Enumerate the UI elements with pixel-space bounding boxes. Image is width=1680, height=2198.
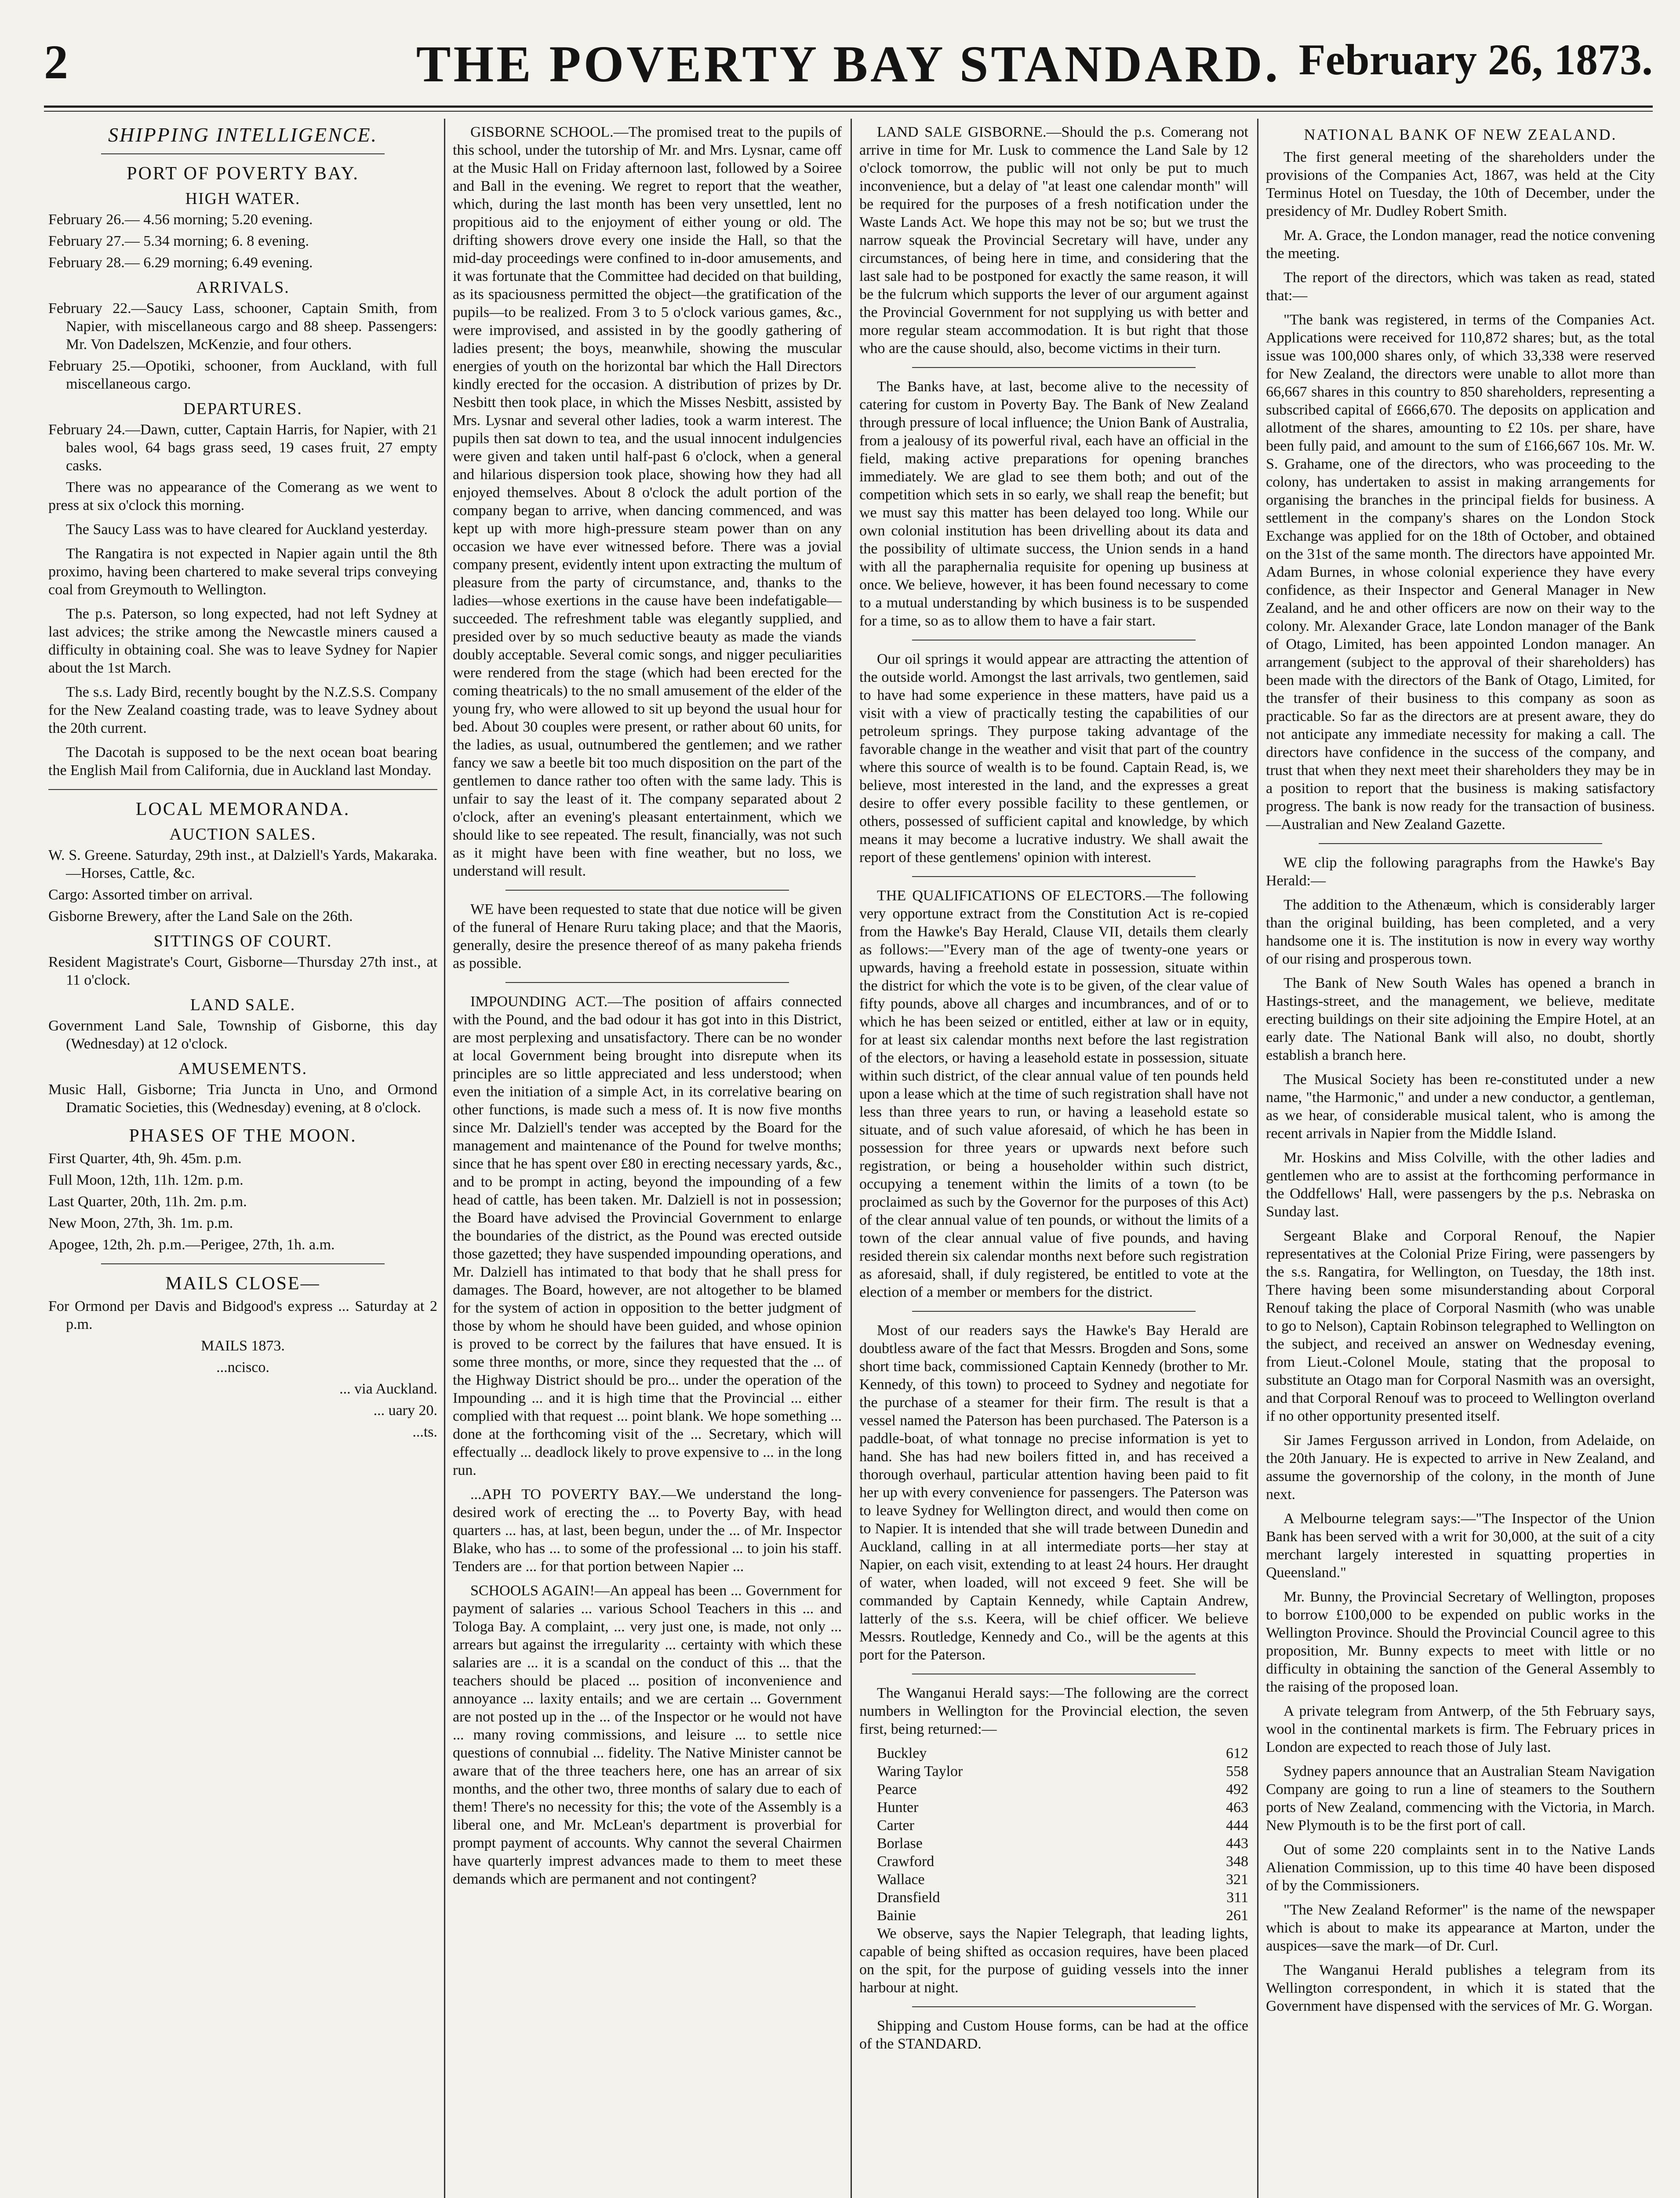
column-3: [859, 123, 1248, 2198]
moon-list: [48, 1150, 437, 1254]
list-item: February 27.— 5.34 morning; 6. 8 evening.: [48, 233, 309, 249]
auction-list: [48, 846, 437, 925]
list-item: Music Hall, Gisborne; Tria Juncta in Uno, and Ormond Dramatic Societies, this (Wednesday) evening, at 8 o'clock.: [48, 1081, 437, 1116]
column-4: [1266, 123, 1655, 2198]
high-water-heading: HIGH WATER.: [185, 189, 301, 208]
article-oil-springs: Our oil springs it would appear are attracting the attention of the outside world. Amongst the last arrivals, two gentlemen, said to have had some experience in these matters, have paid us a visit with a view of practically testing the capabilities of our petroleum springs. They purpose taking advantage of the favorable change in the weather and visit that part of the country where this source of wealth is to be found. Captain Read, is, we believe, most interested in the land, and the expresses a great desire to offer every possible facility to these gentlemen, or others, possessed of sufficient capital and knowledge, by which means it may become a lucrative industry. We shall await the report of these gentlemens' opinion with interest.: [859, 651, 1248, 866]
sittings-list: [48, 953, 437, 989]
national-bank-heading: NATIONAL BANK OF NEW ZEALAND.: [1304, 126, 1617, 143]
masthead-rule: [44, 106, 1653, 108]
list-item: Full Moon, 12th, 11h. 12m. p.m.: [48, 1172, 244, 1188]
land-sale-list: [48, 1017, 437, 1053]
table-row: Dransfield 311: [877, 1889, 1248, 1906]
shipping-note: The p.s. Paterson, so long expected, had not left Sydney at last advices; the strike among the Newcastle miners caused a difficulty in obtaining coal. She was to leave Sydney for Napier about the 1st March.: [48, 606, 437, 676]
article-electors: THE QUALIFICATIONS OF ELECTORS.—The following very opportune extract from the Constitution Act is re-copied from the Hawke's Bay Herald, Clause VII, details them clearly as follows:—"Every man of the age of twenty-one years or upwards, having a freehold estate in possession, situate within the district for which the vote is to be given, of the clear value of fifty pounds, above all charges and incumbrances, and of or to which he has been seized or entitled, either at law or in equity, for at least six calendar months next before the last registration of the electors, or having a leasehold estate in possession, situate within such district, of the clear annual value of ten pounds held upon a lease which at the time of such registration shall have not less than three years to run, or having a leasehold estate so situate, and of such value aforesaid, of which he has been in possession for three years or upwards next before such registration, or being a householder within such district, occupying a tenement within the limits of a town (to be proclaimed as such by the Governor for the purposes of this Act) of the clear annual value of ten pounds, or without the limits of a town of the clear annual value of five pounds, and having resided therein six calendar months next before such registration as aforesaid, shall, if duly registered, be entitled to vote at the election of a member or members for the district.: [859, 888, 1248, 1300]
clip-paragraph: Out of some 220 complaints sent in to the Native Lands Alienation Commission, up to this time 40 have been disposed of by the Commissioners.: [1266, 1841, 1655, 1894]
list-item: ...ncisco.: [216, 1359, 269, 1376]
bank-paragraph: The first general meeting of the shareholders under the provisions of the Companies Act, 1867, was held at the City Terminus Hotel on Tuesday, the 10th of December, under the presidency of Mr. Dudley Robert Smith.: [1266, 149, 1655, 219]
article-schools-again: SCHOOLS AGAIN!—An appeal has been ... Government for payment of salaries ... various School Teachers in this ... and Tologa Bay. A complaint, ... very just one, is made, not only ... arrears but against the irregularity ... certainty with which these salaries are ... it is a scandal on the conduct of this ... that the teachers should be placed ... position of inconvenience and annoyance ... laxity entails; and we are certain ... Government are not posted up in the ... of the Inspector or he would not have ... many roving commissions, and leisure ... to settle nice questions of connubial ... fidelity. The Native Minister cannot be aware that of the three teachers here, one has an arrear of six months, and the other two, three months of salary due to each of them! There's no necessity for this; the vote of the Assembly is a liberal one, and Mr. McLean's department is proverbial for prompt payment of accounts. Why cannot the several Chairmen have quarterly imprest advances made to them to meet these demands which are permanent and not contingent?: [453, 1583, 842, 1887]
list-item: ... via Auckland.: [339, 1381, 437, 1397]
clip-paragraph: The addition to the Athenæum, which is considerably larger than the original building, has been completed, and a very handsome one it is. The institution is now in every way worthy of our rising and prosperous town.: [1266, 897, 1655, 967]
list-item: Apogee, 12th, 2h. p.m.—Perigee, 27th, 1h. a.m.: [48, 1237, 335, 1253]
list-item: For Ormond per Davis and Bidgood's express ... Saturday at 2 p.m.: [48, 1298, 437, 1332]
masthead: [44, 21, 1653, 96]
article-funeral-notice: WE have been requested to state that due notice will be given of the funeral of Henare Ruru taking place; and that the Maoris, generally, desire the presence thereof of as many pakeha friends as possible.: [453, 901, 842, 972]
table-row: Buckley 612: [877, 1745, 1248, 1761]
article-napier-telegraph: We observe, says the Napier Telegraph, that leading lights, capable of being shifted as occasion requires, have been placed on the spit, for the purpose of guiding vessels into the inner harbour at night.: [859, 1925, 1248, 1996]
table-row: Wallace 321: [877, 1871, 1248, 1888]
bank-paragraph: Mr. A. Grace, the London manager, read the notice convening the meeting.: [1266, 227, 1655, 262]
clip-paragraph: The Wanganui Herald publishes a telegram from its Wellington correspondent, in which it is stated that the Government have dispensed with the services of Mr. G. Worgan.: [1266, 1962, 1655, 2014]
mails-heading: MAILS CLOSE—: [165, 1274, 320, 1294]
list-item: ... uary 20.: [373, 1402, 437, 1419]
bank-paragraph: "The bank was registered, in terms of the Companies Act. Applications were received for 110,872 shares; but, as the total issue was 100,000 shares only, of which 33,338 were reserved for New Zealand, the directors were unable to allot more than 66,667 shares in this country to 850 shareholders, representing a subscribed capital of £666,670. The deposits on application and allotment of the shares, amounting to £2 10s. per share, have been fully paid, and amount to the sum of £166,667 10s. Mr. W. S. Grahame, one of the directors, who was proceeding to the colony, has undertaken to assist in making arrangements for organising the branches in the principal fields for business. A settlement in the company's shares on the London Stock Exchange was applied for on the 18th of October, and obtained on the 31st of the same month. The directors have appointed Mr. Adam Burnes, in whose colonial experience they have every confidence, as their Inspector and General Manager in New Zealand, and he and other officers are now on their way to the colony. Mr. Alexander Grace, late London manager of the Bank of Otago, Limited, has been appointed London manager. An arrangement (subject to the approval of their shareholders) has been made with the directors of the Bank of Otago, Limited, for the transfer of their business to this company as soon as practicable. So far as the directors are at present aware, they do not anticipate any immediate necessity for making a call. The directors have confidence in the success of the company, and trust that when they next meet their shareholders they may be in a position to report that the business is making satisfactory progress. The bank is now ready for the transaction of business.—Australian and New Zealand Gazette.: [1266, 312, 1655, 833]
clip-paragraph: Sir James Fergusson arrived in London, from Adelaide, on the 20th January. He is expected to arrive in New Zealand, and assume the governorship of the colony, in the month of June next.: [1266, 1432, 1655, 1503]
amusements-list: [48, 1081, 437, 1117]
notice-shipping-forms: Shipping and Custom House forms, can be had at the office of the STANDARD.: [859, 2018, 1248, 2052]
article-steamer-paterson: Most of our readers says the Hawke's Bay Herald are doubtless aware of the fact that Messrs. Brogden and Sons, some short time back, commissioned Captain Kennedy (brother to Mr. Kennedy, of this town) to proceed to Sydney and negotiate for the purchase of a steamer for their firm. The result is that a vessel named the Paterson has been purchased. The Paterson is a paddle-boat, of what tonnage no precise information is yet to hand. She has had new boilers fitted in, and has received a thorough overhaul, particular attention having been paid to fit her up with every convenience for passengers. The Paterson was to leave Sydney for Wellington direct, and would then come on to Napier. It is intended that she will trade between Dunedin and Auckland, calling in at all intermediate ports—her stay at Napier, on each visit, extending to at least 24 hours. Her draught of water, when loaded, will not exceed 9 feet. She will be commanded by Captain Kennedy, while Captain Andrew, latterly of the s.s. Keera, will be chief officer. We believe Messrs. Routledge, Kennedy and Co., will be the agents at this port for the Paterson.: [859, 1322, 1248, 1663]
clip-paragraph: Mr. Bunny, the Provincial Secretary of Wellington, proposes to borrow £100,000 to be expended on public works in the Wellington Province. Should the Provincial Council agree to this proposition, Mr. Bunny expects to meet with little or no difficulty in obtaining the sanction of the General Assembly to the raising of the proposed loan.: [1266, 1589, 1655, 1695]
article-gisborne-school: GISBORNE SCHOOL.—The promised treat to the pupils of this school, under the tutorship of Mr. and Mrs. Lysnar, came off at the Music Hall on Friday afternoon last, followed by a Soiree and Ball in the evening. We regret to report that the weather, which, during the last month has been very unsettled, lent no propitious aid to the enjoyment of either young or old. The drifting showers drove every one inside the Hall, so that the mid-day proceedings were confined to in-door amusements, and it was fortunate that the Committee had decided on that building, as its spaciousness permitted the object—the gratification of the pupils—to be realized. From 3 to 5 o'clock various games, &c., were improvised, and assisted in by the goodly gathering of ladies present; the boys, meanwhile, showing the muscular energies of youth on the horizontal bar which the Hall Directors kindly erected for the occasion. A distribution of prizes by Dr. Nesbitt then took place, in which the Misses Nesbitt, assisted by Mrs. Lysnar and several other ladies, took a warm interest. The pupils then sat down to tea, and the usual innocent indulgencies were given and taken until half-past 6 o'clock, when a general and hilarious dispersion took place, showing how they had all enjoyed themselves. About 8 o'clock the adult portion of the company began to arrive, when dancing commenced, and was kept up with more high-pressure steam power than on any occasion we have ever witnessed before. There was a jovial company present, evidently intent upon extracting the multum of pleasure from the party of circumstance, and, thanks to the ladies—whose exertions in the cause have been indefatigable—succeeded. The refreshment table was elegantly supplied, and presided over by so much seductive beauty as made the viands doubly acceptable. Several comic songs, and nigger peculiarities were rendered from the stage (which had been erected for the coming theatricals) to the no small amusement of the elder of the young fry, who were allowed to sit up beyond the usual hour for bed. About 30 couples were present, or rather about 60 units, for the ladies, as usual, outnumbered the gentlemen; and we rather fancy we saw a beetle bit too much disposition on the part of the gentlemen to dance rather too often with the same lady. This is unfair to say the least of it. The company separated about 2 o'clock, after an evening's pleasant entertainment, which we should like to see repeated. The result, financially, was not such as it might have been with fine weather, but no loss, we understand will result.: [453, 124, 842, 879]
clip-paragraph: A Melbourne telegram says:—"The Inspector of the Union Bank has been served with a writ for 30,000, at the suit of a city merchant largely interested in squatting properties in Queensland.": [1266, 1510, 1655, 1581]
list-item: Cargo: Assorted timber on arrival.: [48, 887, 253, 903]
amusements-heading: AMUSEMENTS.: [178, 1059, 308, 1078]
table-row: Carter 444: [877, 1817, 1248, 1834]
list-item: February 25.—Opotiki, schooner, from Auckland, with full miscellaneous cargo.: [48, 358, 437, 392]
arrivals-heading: ARRIVALS.: [196, 278, 290, 297]
list-item: Resident Magistrate's Court, Gisborne—Thursday 27th inst., at 11 o'clock.: [48, 954, 437, 988]
arrivals-list: [48, 299, 437, 393]
table-row: Borlase 443: [877, 1835, 1248, 1852]
clip-paragraph: The Musical Society has been re-constituted under a new name, "the Harmonic," and under a new conductor, a gentleman, as we hear, of considerable musical talent, who is among the recent arrivals in Napier from the Middle Island.: [1266, 1071, 1655, 1142]
newspaper-title: THE POVERTY BAY STANDARD.: [416, 35, 1281, 93]
column-2: [453, 123, 842, 2198]
article-banks: The Banks have, at last, become alive to the necessity of catering for custom in Poverty Bay. The Bank of New Zealand through pressure of local influence; the Union Bank of Australia, from a jealousy of its powerful rival, each have an official in the field, making active preparations for opening branches immediately. We are glad to see them both; and out of the competition which sets in so early, we shall reap the benefit; but we must say this matter has been delayed too long. While our own colonial institution has been drivelling about its data and the possibility of ultimate success, the Union sends in a hand with all the paraphernalia requisite for opening up business at once. We believe, however, it has been found necessary to come to a mutual understanding by which business is to be suspended for a time, so as to allow them to have a fair start.: [859, 378, 1248, 629]
column-divider: [444, 119, 445, 2198]
table-row: Waring Taylor 558: [877, 1763, 1248, 1780]
list-item: New Moon, 27th, 3h. 1m. p.m.: [48, 1215, 233, 1231]
land-sale-heading: LAND SALE.: [190, 996, 296, 1014]
table-row: Hunter 463: [877, 1799, 1248, 1816]
column-1: [48, 123, 437, 2198]
clip-paragraph: The Bank of New South Wales has opened a branch in Hastings-street, and the management, we believe, meditate erecting buildings on their site adjoining the Empire Hotel, at an early date. The National Bank will also, no doubt, shortly establish a branch here.: [1266, 975, 1655, 1063]
clip-paragraph: "The New Zealand Reformer" is the name of the newspaper which is about to make its appearance at Marton, under the auspices—save the mark—of Dr. Curl.: [1266, 1902, 1655, 1954]
election-table: [859, 1744, 1248, 1925]
sittings-heading: SITTINGS OF COURT.: [153, 932, 332, 950]
list-item: First Quarter, 4th, 9h. 45m. p.m.: [48, 1150, 242, 1167]
list-item: February 22.—Saucy Lass, schooner, Captain Smith, from Napier, with miscellaneous cargo and 88 sheep. Passengers: Mr. Von Dadelszen, McKenzie, and four others.: [48, 300, 437, 353]
article-telegraph: ...APH TO POVERTY BAY.—We understand the long-desired work of erecting the ... to Poverty Bay, with head quarters ... has, at last, been begun, under the ... of Mr. Inspector Blake, who has ... to some of the professional ... to join his staff. Tenders are ... for that portion between Napier ...: [453, 1486, 842, 1575]
divider: [1319, 843, 1602, 844]
divider: [101, 153, 385, 154]
divider: [101, 1263, 385, 1264]
column-divider: [1257, 119, 1258, 2198]
divider: [912, 1311, 1196, 1312]
shipping-note: The Saucy Lass was to have cleared for Auckland yesterday.: [66, 521, 428, 538]
article-impounding-act: IMPOUNDING ACT.—The position of affairs connected with the Pound, and the bad odour it has got into in this District, are most perplexing and unsatisfactory. There can be no wonder at local Government being brought into disrepute when its principles are so little appreciated and less understood; when even the initiation of a simple Act, in its correlative bearing on other functions, is made such a mess of. It is now five months since Mr. Dalziell's tender was accepted by the Board for the management and maintenance of the Pound for twelve months; since that he has spent over £80 in erecting necessary yards, &c., and to be prompt in acting, beyond the impounding of a few head of cattle, has been taken. Mr. Dalziell is not in possession; the Board have advised the Provincial Government to enlarge the boundaries of the district, as the Pound was erected outside those gazetted; they have suspended impounding operations, and Mr. Dalziell has intimated to that body that he shall press for damages. The Board, however, are not altogether to be blamed for the system of action in opposition to the better judgment of those by whom he should have been guided, and whose opinion is proved to be correct by the failures that have ensued. It is some three months, or more, since they requested that the ... of the Highway District should be pro... under the operation of the Impounding ... and it is high time that the Provincial ... either complied with that request ... point blank. We hope something ... done at the forthcoming visit of the ... Secretary, which will effectually ... deadlock likely to prove expensive to ... in the long run.: [453, 993, 842, 1478]
article-land-sale: LAND SALE GISBORNE.—Should the p.s. Comerang not arrive in time for Mr. Lusk to commence the Land Sale by 12 o'clock tomorrow, the public will not only be put to much inconvenience, but a delay of "at least one calendar month" will be required for the purposes of a fresh notification under the Waste Lands Act. We hope this may not be so; but we trust the narrow squeak the Provincial Secretary will have, under any circumstances, of being here in time, and considering that the last sale had to be postponed for exactly the same reason, it will be the fulcrum which supports the lever of our argument against the Provincial Government for not supplying us with better and more regular steam accommodation. It is but right that those who are the cause should, also, become victims in their turn.: [859, 124, 1248, 357]
departures-heading: DEPARTURES.: [183, 400, 302, 418]
shipping-note: The Dacotah is supposed to be the next ocean boat bearing the English Mail from California, due in Auckland last Monday.: [48, 744, 437, 779]
clip-paragraph: A private telegram from Antwerp, of the 5th February says, wool in the continental markets is firm. The February prices in London are expected to reach those of July last.: [1266, 1703, 1655, 1755]
auction-heading: AUCTION SALES.: [169, 825, 316, 844]
list-item: ...ts.: [412, 1424, 437, 1440]
divider: [505, 890, 789, 891]
divider: [505, 982, 789, 983]
departures-list: [48, 421, 437, 475]
clip-paragraph: Sergeant Blake and Corporal Renouf, the Napier representatives at the Colonial Prize Firing, were passengers by the s.s. Rangatira, for Wellington, on Tuesday, the 18th inst. There having been some misunderstanding about Corporal Renouf taking the place of Corporal Nasmith (who was unable to go to Nelson), Captain Robinson telegraphed to Wellington on the subject, and received an answer on Wednesday evening, from Lieut.-Colonel Moule, stating that the proposal to substitute an Otago man for Corporal Nasmith was an oversight, and that Corporal Renouf was to proceed to Wellington overland if no other opportunity presented itself.: [1266, 1228, 1655, 1424]
divider: [912, 2006, 1196, 2007]
shipping-note: There was no appearance of the Comerang as we went to press at six o'clock this morning.: [48, 479, 437, 513]
list-item: Gisborne Brewery, after the Land Sale on the 26th.: [48, 908, 353, 924]
moon-heading: PHASES OF THE MOON.: [129, 1126, 357, 1146]
table-row: Crawford 348: [877, 1853, 1248, 1870]
divider: [48, 789, 437, 790]
list-item: W. S. Greene. Saturday, 29th inst., at Dalziell's Yards, Makaraka.—Horses, Cattle, &c.: [48, 847, 437, 881]
list-item: Government Land Sale, Township of Gisborne, this day (Wednesday) at 12 o'clock.: [48, 1018, 437, 1052]
article-election-results: The Wanganui Herald says:—The following are the correct numbers in Wellington for the Provincial election, the seven first, being returned:—: [859, 1685, 1248, 1737]
shipping-heading: SHIPPING INTELLIGENCE.: [108, 124, 378, 146]
issue-date: February 26, 1873.: [1298, 35, 1653, 84]
clip-paragraph: Sydney papers announce that an Australian Steam Navigation Company are going to run a line of steamers to the Southern ports of New Zealand, commencing with the Victoria, in March. New Plymouth is to be the first port of call.: [1266, 1763, 1655, 1834]
table-row: Bainie 261: [877, 1907, 1248, 1924]
list-item: MAILS 1873.: [201, 1338, 285, 1354]
list-item: February 28.— 6.29 morning; 6.49 evening.: [48, 255, 313, 271]
list-item: February 26.— 4.56 morning; 5.20 evening.: [48, 211, 313, 228]
list-item: February 24.—Dawn, cutter, Captain Harris, for Napier, with 21 bales wool, 64 bags grass seed, 19 cases fruit, 27 empty casks.: [48, 422, 437, 474]
clip-intro: WE clip the following paragraphs from the Hawke's Bay Herald:—: [1266, 855, 1655, 889]
divider: [912, 367, 1196, 368]
bank-paragraph: The report of the directors, which was taken as read, stated that:—: [1266, 269, 1655, 304]
list-item: Last Quarter, 20th, 11h. 2m. p.m.: [48, 1194, 247, 1210]
table-row: Pearce 492: [877, 1781, 1248, 1798]
divider: [912, 876, 1196, 877]
port-heading: PORT OF POVERTY BAY.: [127, 164, 359, 184]
mails-list: [48, 1297, 437, 1441]
shipping-note: The s.s. Lady Bird, recently bought by the N.Z.S.S. Company for the New Zealand coasting trade, was to leave Sydney about the 20th current.: [48, 684, 437, 736]
shipping-note: The Rangatira is not expected in Napier again until the 8th proximo, having been chartered to make several trips conveying coal from Greymouth to Wellington.: [48, 546, 437, 598]
column-divider: [851, 119, 852, 2198]
clip-paragraph: Mr. Hoskins and Miss Colville, with the other ladies and gentlemen who are to assist at the forthcoming performance in the Oddfellows' Hall, were passengers by the p.s. Nebraska on Sunday last.: [1266, 1150, 1655, 1220]
masthead-rule-thin: [44, 111, 1653, 112]
high-water-list: [48, 211, 437, 272]
page-number: 2: [44, 35, 68, 89]
local-memoranda-heading: LOCAL MEMORANDA.: [135, 799, 350, 819]
